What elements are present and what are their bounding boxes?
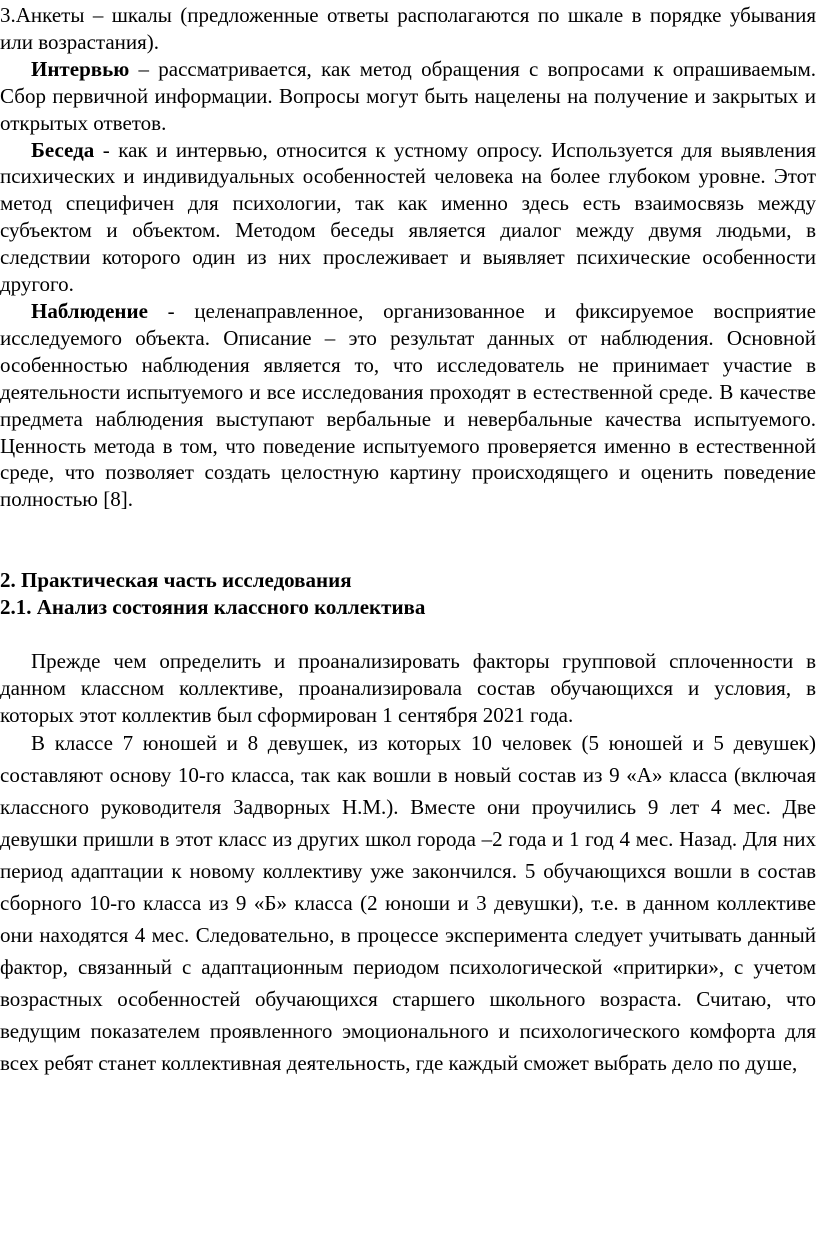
interview-definition: – рассматривается, как метод обращения с вопросами к опрашиваемым. Сбор первичной информации. Вопросы могут быть нацелены на получение и закрытых и открытых ответов.	[0, 56, 816, 135]
interview-paragraph	[0, 56, 816, 137]
section-2-heading: 2. Практическая часть исследования	[0, 568, 352, 593]
conversation-term: Беседа	[31, 137, 95, 162]
observation-definition: - целенаправленное, организованное и фиксируемое восприятие исследуемого объекта. Описание – это результат данных от наблюдения. Основной особенностью наблюдения является то, что исследователь не принимает участие в деятельности испытуемого и все исследования проходят в естественной среде. В качестве предмета наблюдения выступают вербальные и невербальные качества испытуемого. Ценность метода в том, что поведение испытуемого проверяется именно в естественной среде, что позволяет создать целостную картину происходящего и оценить поведение полностью [8].	[0, 298, 816, 512]
class-composition-paragraph: В классе 7 юношей и 8 девушек, из которых 10 человек (5 юношей и 5 девушек) составляют основу 10-го класса, так как вошли в новый состав из 9 «А» класса (включая классного руководителя Задворных Н.М.). Вместе они проучились 9 лет 4 мес. Две девушки пришли в этот класс из других школ города –2 года и 1 год 4 мес. Назад. Для них период адаптации к новому коллективу уже закончился. 5 обучающихся вошли в состав сборного 10-го класса из 9 «Б» класса (2 юноши и 3 девушки), т.е. в данном коллективе они находятся 4 мес. Следовательно, в процессе эксперимента следует учитывать данный фактор, связанный с адаптационным периодом психологической «притирки», с учетом возрастных особенностей обучающихся старшего школьного возраста. Считаю, что ведущим показателем проявленного эмоционального и психологического комфорта для всех ребят станет коллективная деятельность, где каждый сможет выбрать дело по душе,	[0, 731, 816, 1075]
observation-term: Наблюдение	[31, 298, 148, 323]
interview-term: Интервью	[31, 56, 130, 81]
observation-paragraph	[0, 298, 816, 513]
conversation-definition: - как и интервью, относится к устному опросу. Используется для выявления психических и индивидуальных особенностей человека на более глубоком уровне. Этот метод специфичен для психологии, так как именно здесь есть взаимосвязь между субъектом и объектом. Методом беседы является диалог между двумя людьми, в следствии которого один из них прослеживает и выявляет психические особенности другого.	[0, 137, 816, 297]
questionnaire-scales-paragraph: 3.Анкеты – шкалы (предложенные ответы располагаются по шкале в порядке убывания или возрастания).	[0, 3, 816, 54]
document-page	[0, 2, 816, 1079]
vertical-spacer	[0, 621, 816, 648]
conversation-paragraph	[0, 137, 816, 298]
intro-paragraph: Прежде чем определить и проанализировать факторы групповой сплоченности в данном классном коллективе, проанализировала состав обучающихся и условия, в которых этот коллектив был сформирован 1 сентября 2021 года.	[0, 648, 816, 727]
vertical-spacer	[0, 513, 816, 567]
section-2-1-heading: 2.1. Анализ состояния классного коллектива	[0, 594, 426, 619]
